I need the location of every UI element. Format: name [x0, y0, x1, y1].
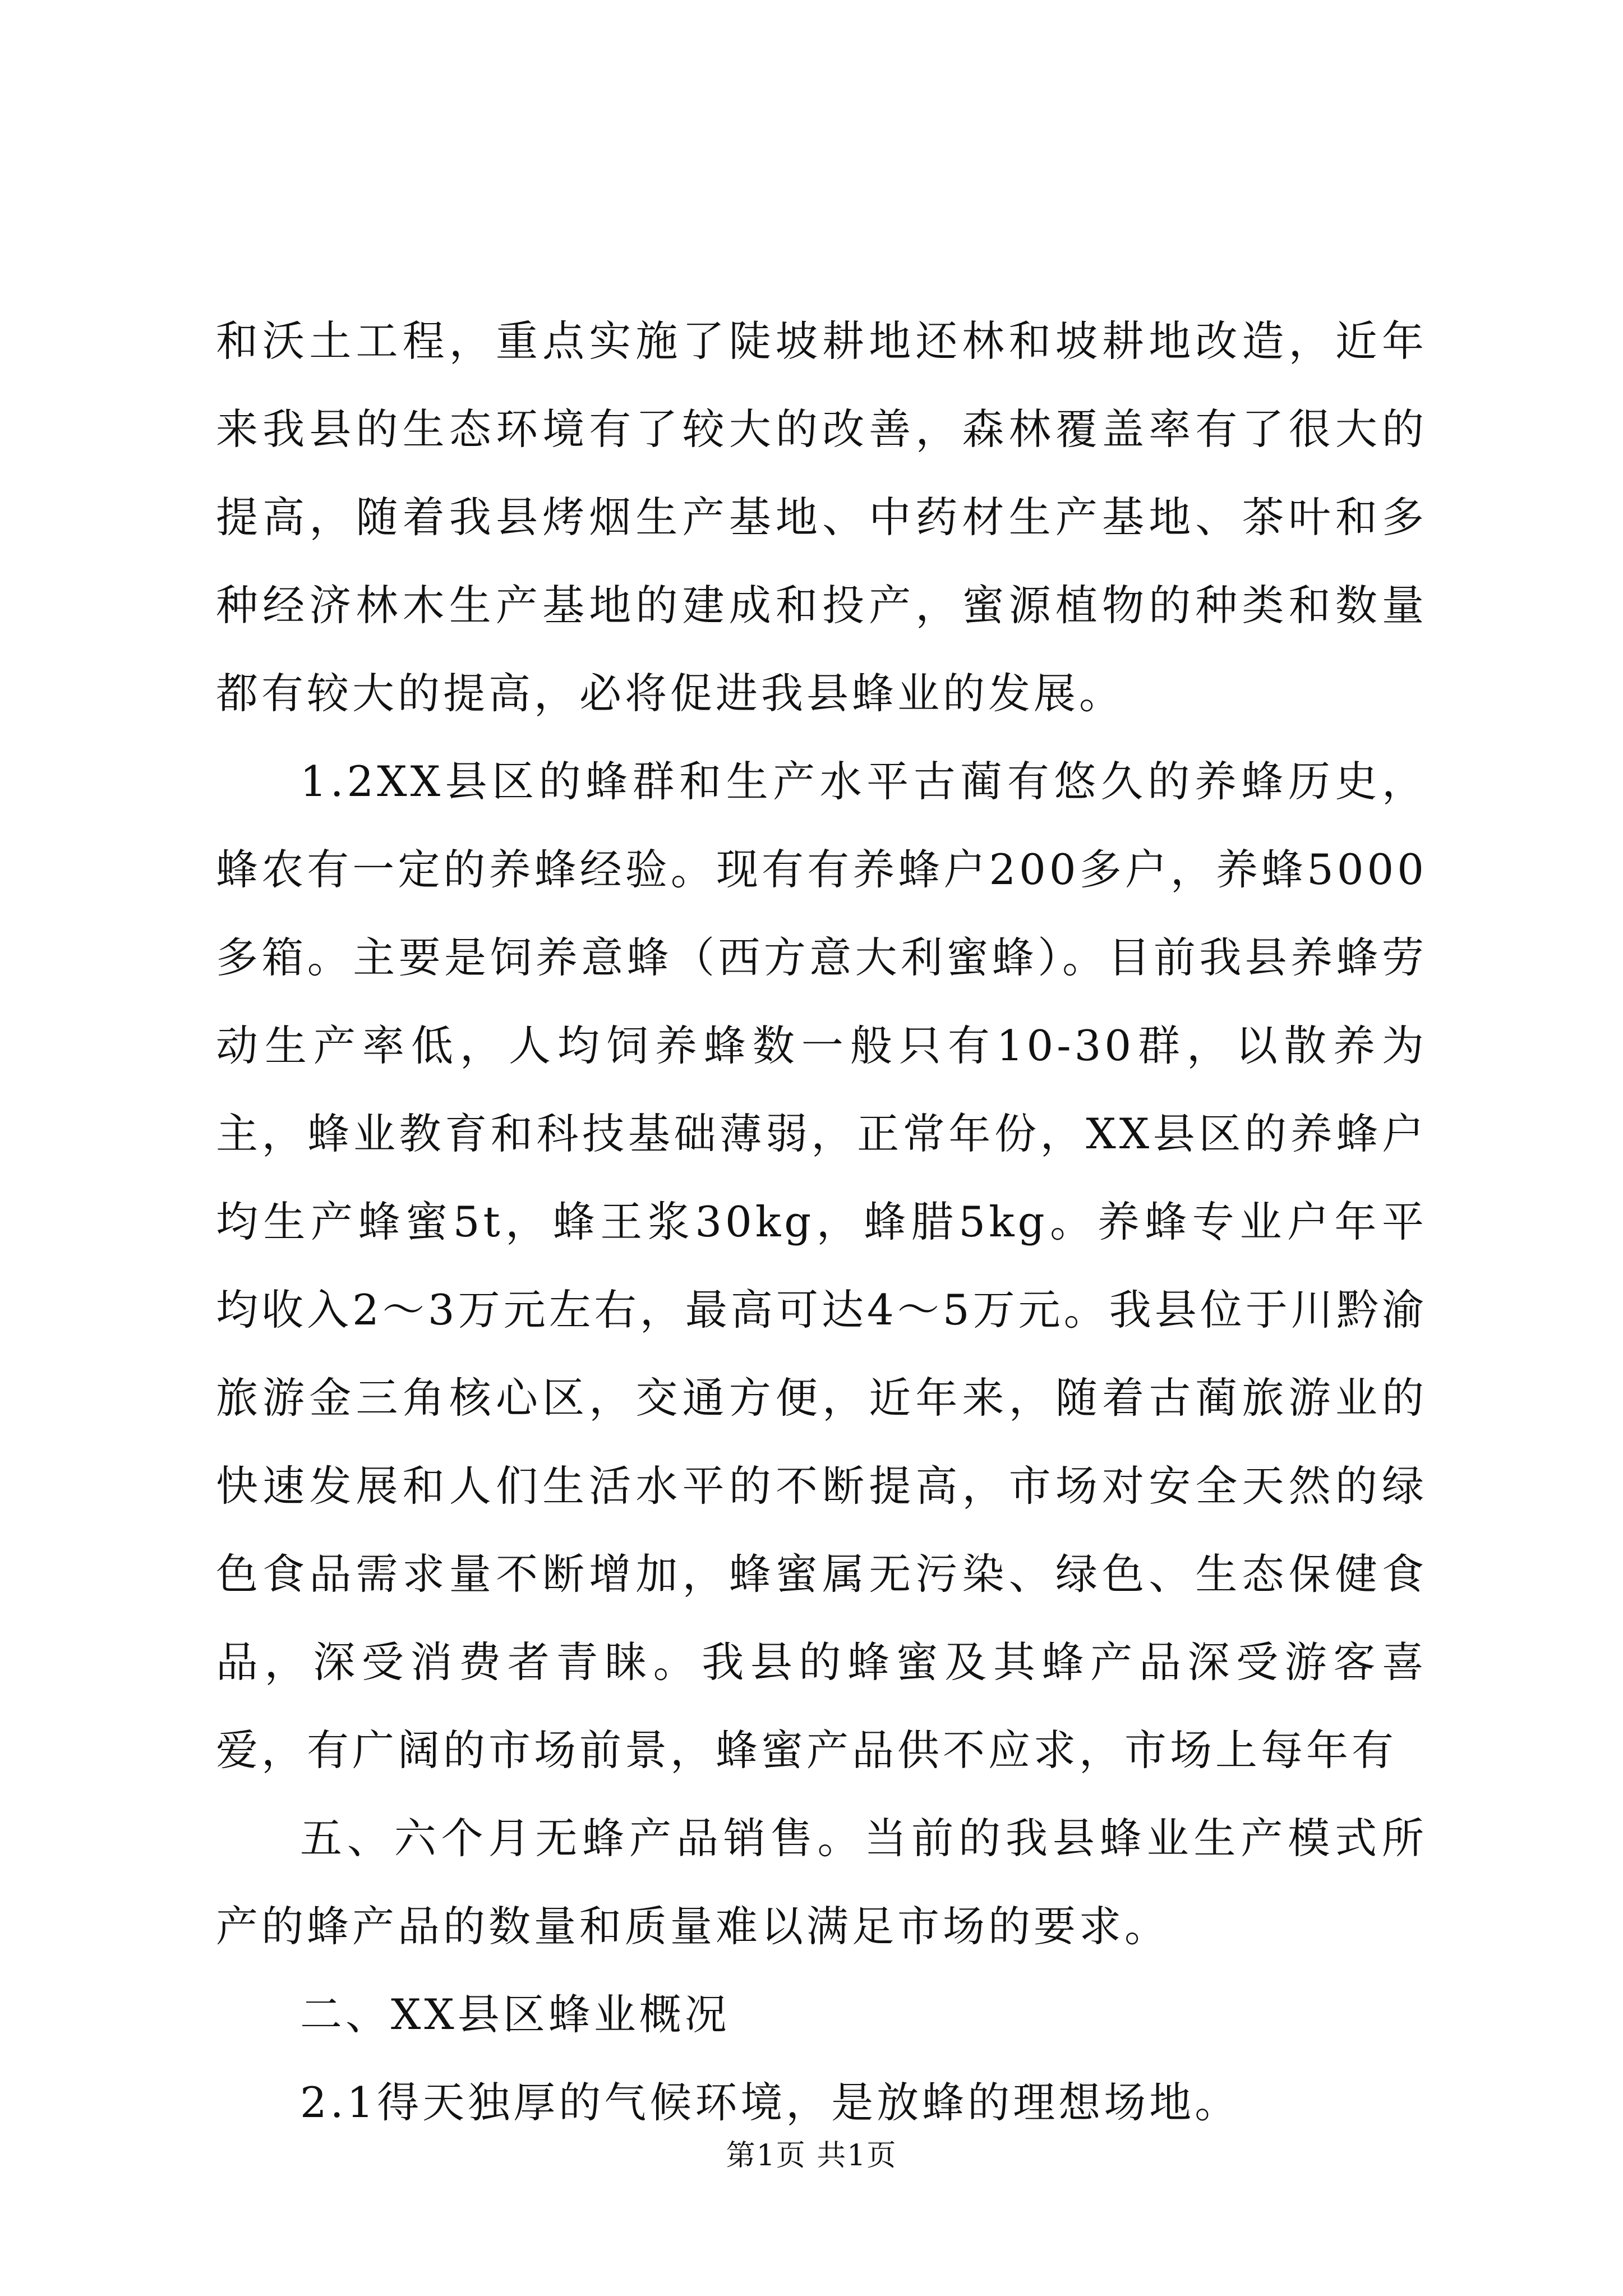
paragraph-2: 1.2XX县区的蜂群和生产水平古蔺有悠久的养蜂历史，蜂农有一定的养蜂经验。现有有养蜂户200多户，养蜂5000多箱。主要是饲养意蜂（西方意大利蜜蜂）。目前我县养蜂劳动生产率低，人均饲养蜂数一般只有10-30群，以散养为主，蜂业教育和科技基础薄弱，正常年份，XX县区的养蜂户均生产蜂蜜5t，蜂王浆30kg，蜂腊5kg。养蜂专业户年平均收入2～3万元左右，最高可达4～5万元。我县位于川黔渝旅游金三角核心区，交通方便，近年来，随着古蔺旅游业的快速发展和人们生活水平的不断提高，市场对安全天然的绿色食品需求量不断增加，蜂蜜属无污染、绿色、生态保健食品，深受消费者青睐。我县的蜂蜜及其蜂产品深受游客喜爱，有广阔的市场前景，蜂蜜产品供不应求，市场上每年有 [216, 757, 1427, 1775]
paragraph-5: 2.1得天独厚的气候环境，是放蜂的理想场地。 [300, 2078, 1241, 2127]
paragraph-3: 五、六个月无蜂产品销售。当前的我县蜂业生产模式所产的蜂产品的数量和质量难以满足市场的要求。 [216, 1814, 1427, 1951]
document-body [216, 297, 1427, 2147]
page-footer: 第1页 共1页 [726, 2139, 897, 2173]
section-heading: 二、XX县区蜂业概况 [300, 1990, 730, 2039]
paragraph-1: 和沃土工程，重点实施了陡坡耕地还林和坡耕地改造，近年来我县的生态环境有了较大的改善，森林覆盖率有了很大的提高，随着我县烤烟生产基地、中药材生产基地、茶叶和多种经济林木生产基地的建成和投产，蜜源植物的种类和数量都有较大的提高，必将促进我县蜂业的发展。 [216, 316, 1427, 718]
